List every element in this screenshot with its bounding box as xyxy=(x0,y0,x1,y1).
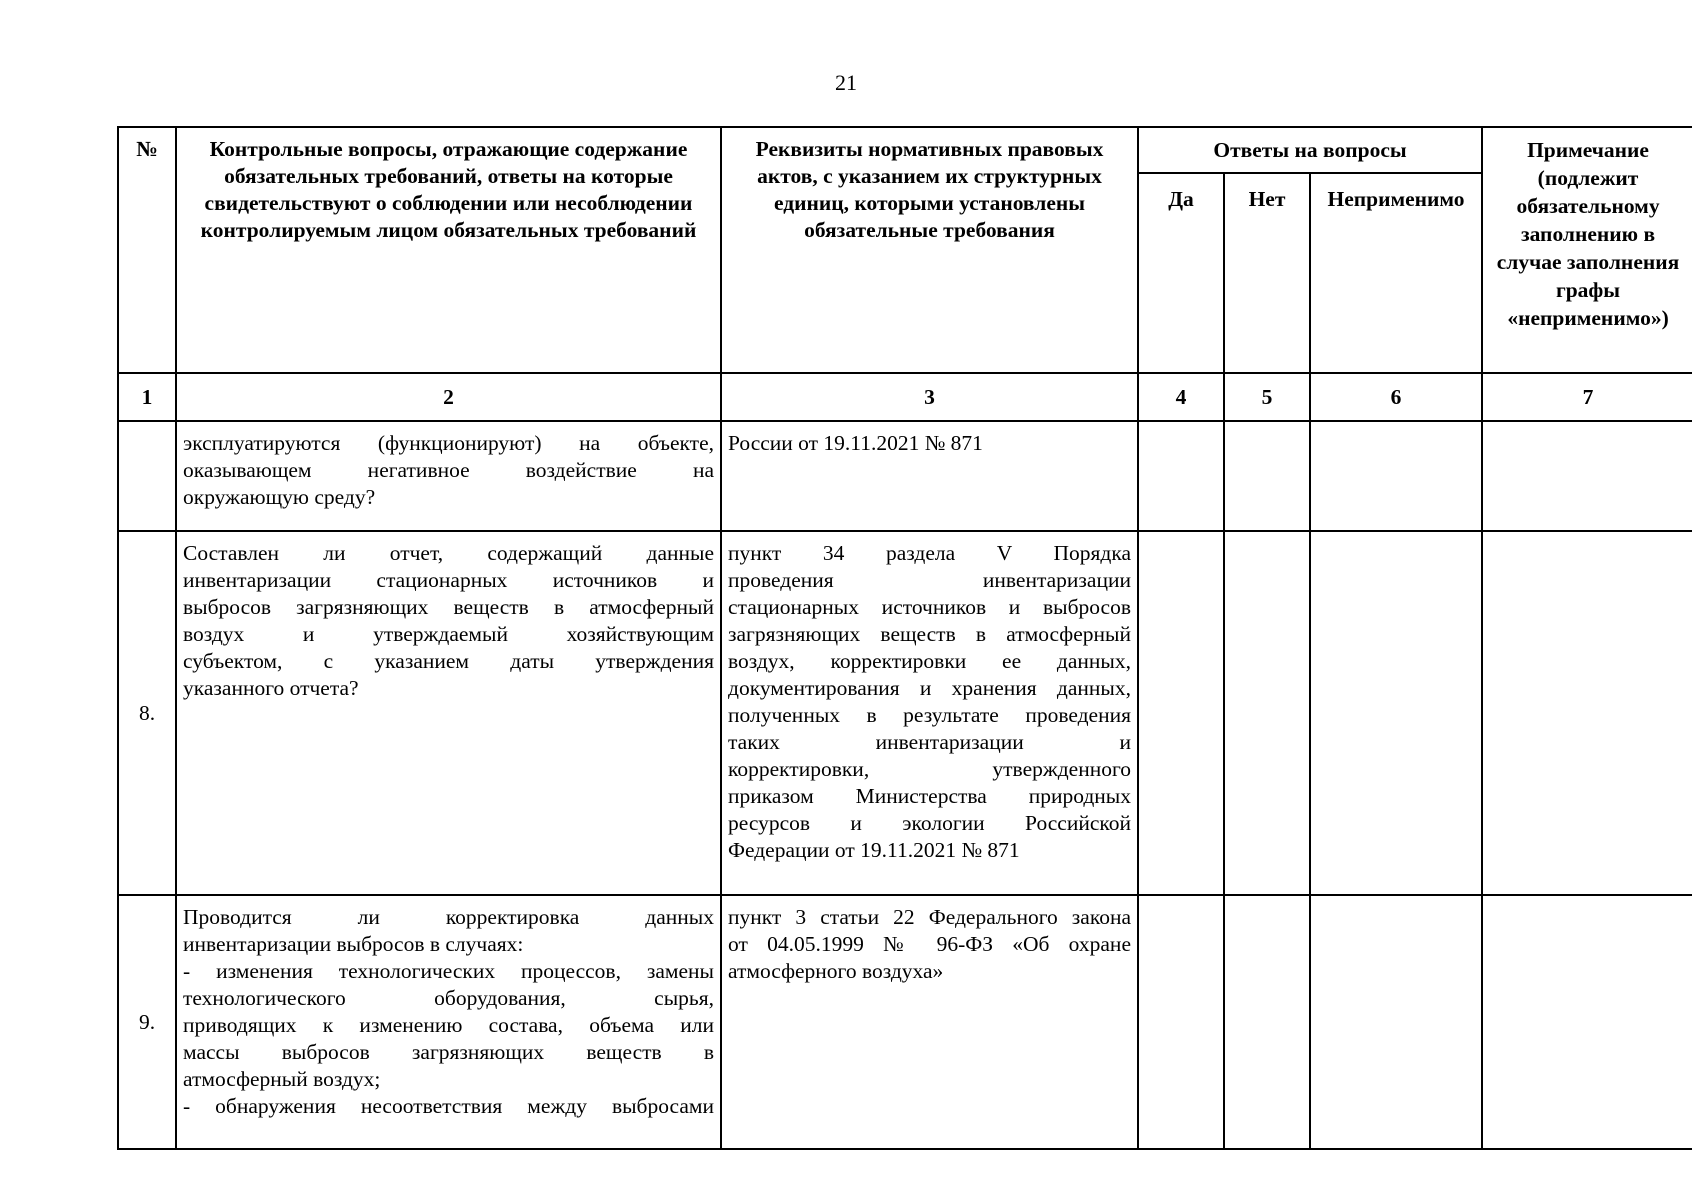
answer-yes-cell[interactable] xyxy=(1138,531,1224,895)
row-number: 9. xyxy=(118,895,176,1149)
checklist-table xyxy=(117,126,1692,1150)
question-line: атмосферный воздух; xyxy=(183,1067,381,1091)
table-row xyxy=(118,421,1692,531)
header-row xyxy=(118,127,1692,173)
row-number xyxy=(118,421,176,531)
note-cell[interactable] xyxy=(1482,895,1692,1149)
requisite-line: корректировки, утвержденного xyxy=(728,757,1131,781)
column-number: 1 xyxy=(118,373,176,421)
page-number: 21 xyxy=(835,70,857,95)
requisite-line: воздух, корректировки ее данных, xyxy=(728,649,1131,673)
requisite-line: от 04.05.1999 № 96-ФЗ «Об охране xyxy=(728,932,1131,956)
requisite-line: таких инвентаризации и xyxy=(728,730,1131,754)
question-line: массы выбросов загрязняющих веществ в xyxy=(183,1040,714,1064)
note-cell[interactable] xyxy=(1482,531,1692,895)
question-line: окружающую среду? xyxy=(183,485,376,509)
header-note: Примечание (подлежит обязательному заполнению в случае заполнения графы «неприменимо») xyxy=(1482,127,1692,373)
header-questions: Контрольные вопросы, отражающие содержание обязательных требований, ответы на которые свидетельствуют о соблюдении или несоблюдении контролируемым лицом обязательных требований xyxy=(176,127,721,373)
header-requisites: Реквизиты нормативных правовых актов, с указанием их структурных единиц, которыми установлены обязательные требования xyxy=(721,127,1138,373)
table-row xyxy=(118,895,1692,1149)
header-yes: Да xyxy=(1138,173,1224,373)
table-row xyxy=(118,531,1692,895)
answer-no-cell[interactable] xyxy=(1224,531,1310,895)
question-line: указанного отчета? xyxy=(183,676,359,700)
answer-no-cell[interactable] xyxy=(1224,421,1310,531)
header-answers: Ответы на вопросы xyxy=(1138,127,1482,173)
column-numbers-row xyxy=(118,373,1692,421)
requisite-line: стационарных источников и выбросов xyxy=(728,595,1131,619)
column-number: 5 xyxy=(1224,373,1310,421)
requisite-cell xyxy=(721,895,1138,1149)
requisite-line: Федерации от 19.11.2021 № 871 xyxy=(728,838,1020,862)
answer-yes-cell[interactable] xyxy=(1138,895,1224,1149)
question-cell xyxy=(176,895,721,1149)
column-number: 6 xyxy=(1310,373,1482,421)
question-cell xyxy=(176,531,721,895)
question-cell xyxy=(176,421,721,531)
column-number: 7 xyxy=(1482,373,1692,421)
requisite-line: России от 19.11.2021 № 871 xyxy=(728,431,983,455)
answer-na-cell[interactable] xyxy=(1310,895,1482,1149)
question-line: оказывающем негативное воздействие на xyxy=(183,458,714,482)
requisite-line: пункт 34 раздела V Порядка xyxy=(728,541,1131,565)
question-line: - изменения технологических процессов, замены xyxy=(183,959,714,983)
requisite-line: атмосферного воздуха» xyxy=(728,959,944,983)
answer-no-cell[interactable] xyxy=(1224,895,1310,1149)
requisite-line: проведения инвентаризации xyxy=(728,568,1131,592)
header-not-applicable: Неприменимо xyxy=(1310,173,1482,373)
note-cell[interactable] xyxy=(1482,421,1692,531)
requisite-line: документирования и хранения данных, xyxy=(728,676,1131,700)
question-line: воздух и утверждаемый хозяйствующим xyxy=(183,622,714,646)
requisite-line: загрязняющих веществ в атмосферный xyxy=(728,622,1131,646)
requisite-line: пункт 3 статьи 22 Федерального закона xyxy=(728,905,1131,929)
question-line: выбросов загрязняющих веществ в атмосферный xyxy=(183,595,714,619)
answer-yes-cell[interactable] xyxy=(1138,421,1224,531)
column-number: 2 xyxy=(176,373,721,421)
question-line: Составлен ли отчет, содержащий данные xyxy=(183,541,714,565)
answer-na-cell[interactable] xyxy=(1310,421,1482,531)
question-line: приводящих к изменению состава, объема или xyxy=(183,1013,714,1037)
requisite-cell xyxy=(721,421,1138,531)
requisite-cell xyxy=(721,531,1138,895)
row-number: 8. xyxy=(118,531,176,895)
requisite-line: ресурсов и экологии Российской xyxy=(728,811,1131,835)
question-line: технологического оборудования, сырья, xyxy=(183,986,714,1010)
question-line: субъектом, с указанием даты утверждения xyxy=(183,649,714,673)
question-line: Проводится ли корректировка данных xyxy=(183,905,714,929)
requisite-line: полученных в результате проведения xyxy=(728,703,1131,727)
header-number: № xyxy=(118,127,176,373)
requisite-line: приказом Министерства природных xyxy=(728,784,1131,808)
question-line: - обнаружения несоответствия между выбросами xyxy=(183,1094,714,1118)
question-line: инвентаризации стационарных источников и xyxy=(183,568,714,592)
question-line: инвентаризации выбросов в случаях: xyxy=(183,932,524,956)
question-line: эксплуатируются (функционируют) на объекте, xyxy=(183,431,714,455)
header-no: Нет xyxy=(1224,173,1310,373)
column-number: 3 xyxy=(721,373,1138,421)
column-number: 4 xyxy=(1138,373,1224,421)
answer-na-cell[interactable] xyxy=(1310,531,1482,895)
